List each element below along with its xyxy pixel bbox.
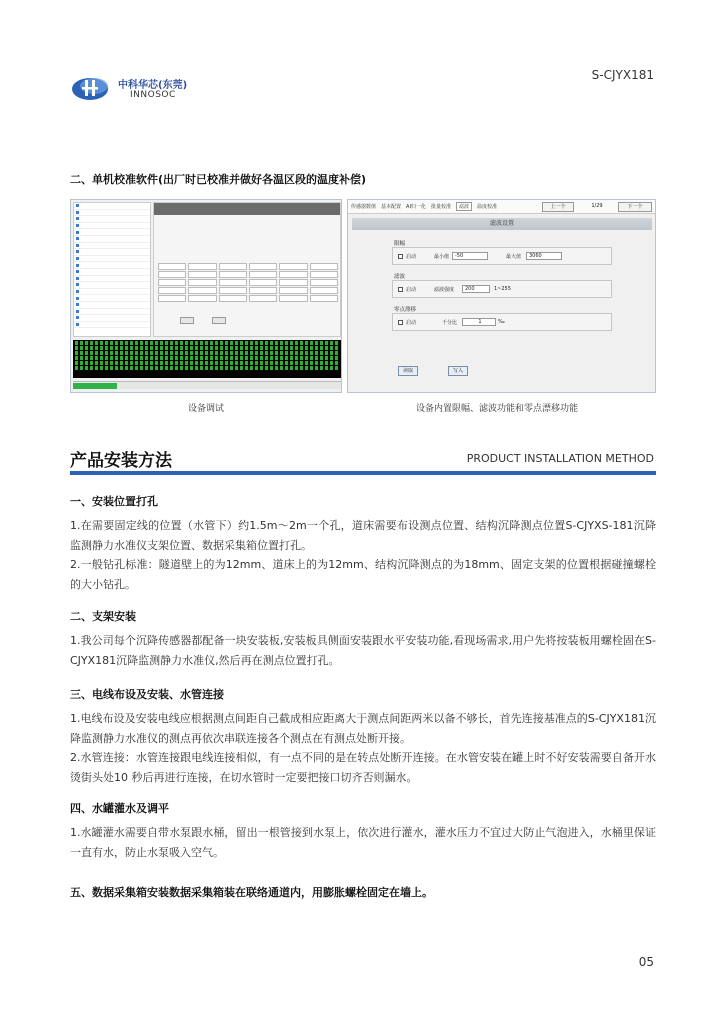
next-button[interactable]: 下一个: [618, 202, 652, 212]
calibration-panel: [153, 202, 341, 337]
paragraph: 2.水管连接：水管连接跟电线连接相似，有一点不同的是在转点处断开连接。在水管安装在罐上时不好安装需要自备开水烫街头处10 秒后再进行连接，在切水管时一定要把接口切齐否则漏水。: [70, 751, 656, 784]
progress-bar: [73, 383, 117, 389]
limit-enable-checkbox[interactable]: [398, 254, 403, 259]
zero-enable-label: 启动: [406, 320, 417, 326]
install-title: 产品安装方法: [70, 451, 172, 471]
prev-button[interactable]: 上一个: [542, 202, 574, 212]
calibration-grid: [158, 263, 338, 305]
group-zero-label: 零点漂移: [394, 307, 417, 313]
company-logo: [70, 74, 220, 104]
software-section-title: 二、单机校准软件(出厂时已校准并做好各温区段的温度补偿): [70, 173, 367, 186]
min-input[interactable]: -50: [452, 252, 488, 260]
install-section-2: [70, 608, 656, 670]
install-section-5: [70, 884, 656, 907]
limit-enable-label: 启动: [406, 254, 417, 260]
tab-basic-config[interactable]: 基本配置: [381, 204, 402, 210]
logo-text-cn: 中科华芯(东莞): [118, 80, 188, 91]
read-button-small[interactable]: [180, 317, 194, 324]
install-section-1: [70, 493, 656, 594]
install-section-4: [70, 800, 656, 862]
left-caption: 设备调试: [188, 404, 225, 414]
install-title-en: PRODUCT INSTALLATION METHOD: [466, 452, 654, 465]
filter-settings-screenshot: [347, 199, 656, 393]
panel-header: [154, 203, 340, 215]
zero-ratio-label: 千分比: [442, 320, 458, 326]
paragraph: 1.水罐灌水需要自带水泵跟水桶，留出一根管接到水泵上，依次进行灌水，灌水压力不宜过大防止气泡进入，水桶里保证一直有水，防止水泵吸入空气。: [70, 826, 656, 859]
write-button[interactable]: 写入: [448, 366, 468, 376]
read-button[interactable]: 读取: [398, 366, 418, 376]
min-label: 最小值: [434, 254, 450, 260]
filter-enable-label: 启动: [406, 287, 417, 293]
tab-sensor-values[interactable]: 传感器数值: [351, 204, 377, 210]
zero-enable-checkbox[interactable]: [398, 320, 403, 325]
right-caption: 设备内置限幅、滤波功能和零点漂移功能: [416, 404, 579, 414]
group-limit-label: 限幅: [394, 241, 406, 247]
zero-ratio-input[interactable]: 1: [462, 318, 496, 326]
group-filter-label: 滤波: [394, 274, 406, 280]
filter-strength-label: 滤波强度: [434, 287, 455, 293]
logo-text-en: INNOSOC: [130, 90, 176, 100]
tab-batch-calibration[interactable]: 批量校准: [430, 204, 451, 210]
section-heading: 一、安装位置打孔: [70, 495, 158, 508]
sensor-list-panel: [73, 202, 151, 337]
paragraph: 2.一般钻孔标准：隧道壁上的为12mm、道床上的为12mm、结构沉降测点的为18mm、固定支架的位置根据碰撞螺栓的大小钻孔。: [70, 558, 656, 591]
section-heading: 五、数据采集箱安装数据采集箱装在联络通道内，用膨胀螺栓固定在墙上。: [70, 886, 433, 899]
status-bar: [73, 381, 341, 389]
paragraph: 1.电线布设及安装电线应根据测点间距自己截成相应距离大于测点间距两米以备不够长，首先连接基准点的S-CJYX181沉降监测静力水准仪的测点再依次串联连接各个测点在有测点处断开接。: [70, 712, 656, 745]
section-heading: 二、支架安装: [70, 610, 136, 623]
max-label: 最大值: [506, 254, 522, 260]
section-heading: 四、水罐灌水及调平: [70, 802, 169, 815]
page-number: 05: [638, 955, 654, 969]
section-divider: [70, 471, 656, 475]
panel-tabs: [154, 215, 340, 223]
group-limit: [392, 247, 612, 265]
zero-ratio-unit: ‰: [498, 319, 505, 325]
write-button-small[interactable]: [212, 317, 226, 324]
install-section-3: [70, 686, 656, 787]
logo-mark-icon: [70, 74, 114, 102]
page-indicator: 1/29: [591, 203, 603, 209]
tab-temperature-calibration[interactable]: 温度校准: [476, 204, 497, 210]
filter-strength-input[interactable]: 200: [462, 285, 490, 293]
filter-enable-checkbox[interactable]: [398, 287, 403, 292]
filter-range: 1~255: [494, 286, 511, 292]
paragraph: 1.我公司每个沉降传感器都配备一块安装板,安装板具侧面安装跟水平安装功能,看现场需求,用户先将按装板用螺栓固在S-CJYX181沉降监测静力水准仪,然后再在测点位置打孔。: [70, 634, 656, 667]
filter-settings-bar: 滤波设置: [352, 218, 652, 230]
max-input[interactable]: 3060: [526, 252, 562, 260]
section-heading: 三、电线布设及安装、水管连接: [70, 688, 224, 701]
document-code: S-CJYX181: [591, 68, 654, 82]
paragraph: 1.在需要固定线的位置（水管下）约1.5m～2m一个孔，道床需要布设测点位置、结构沉降测点位置S-CJYXS-181沉降监测静力水准仪支架位置、数据采集箱位置打孔。: [70, 519, 656, 552]
log-console: [73, 340, 341, 378]
tab-ai-normalize[interactable]: AI归一化: [406, 204, 426, 210]
tab-filter[interactable]: 滤波: [456, 202, 472, 211]
device-debug-screenshot: [70, 199, 342, 393]
